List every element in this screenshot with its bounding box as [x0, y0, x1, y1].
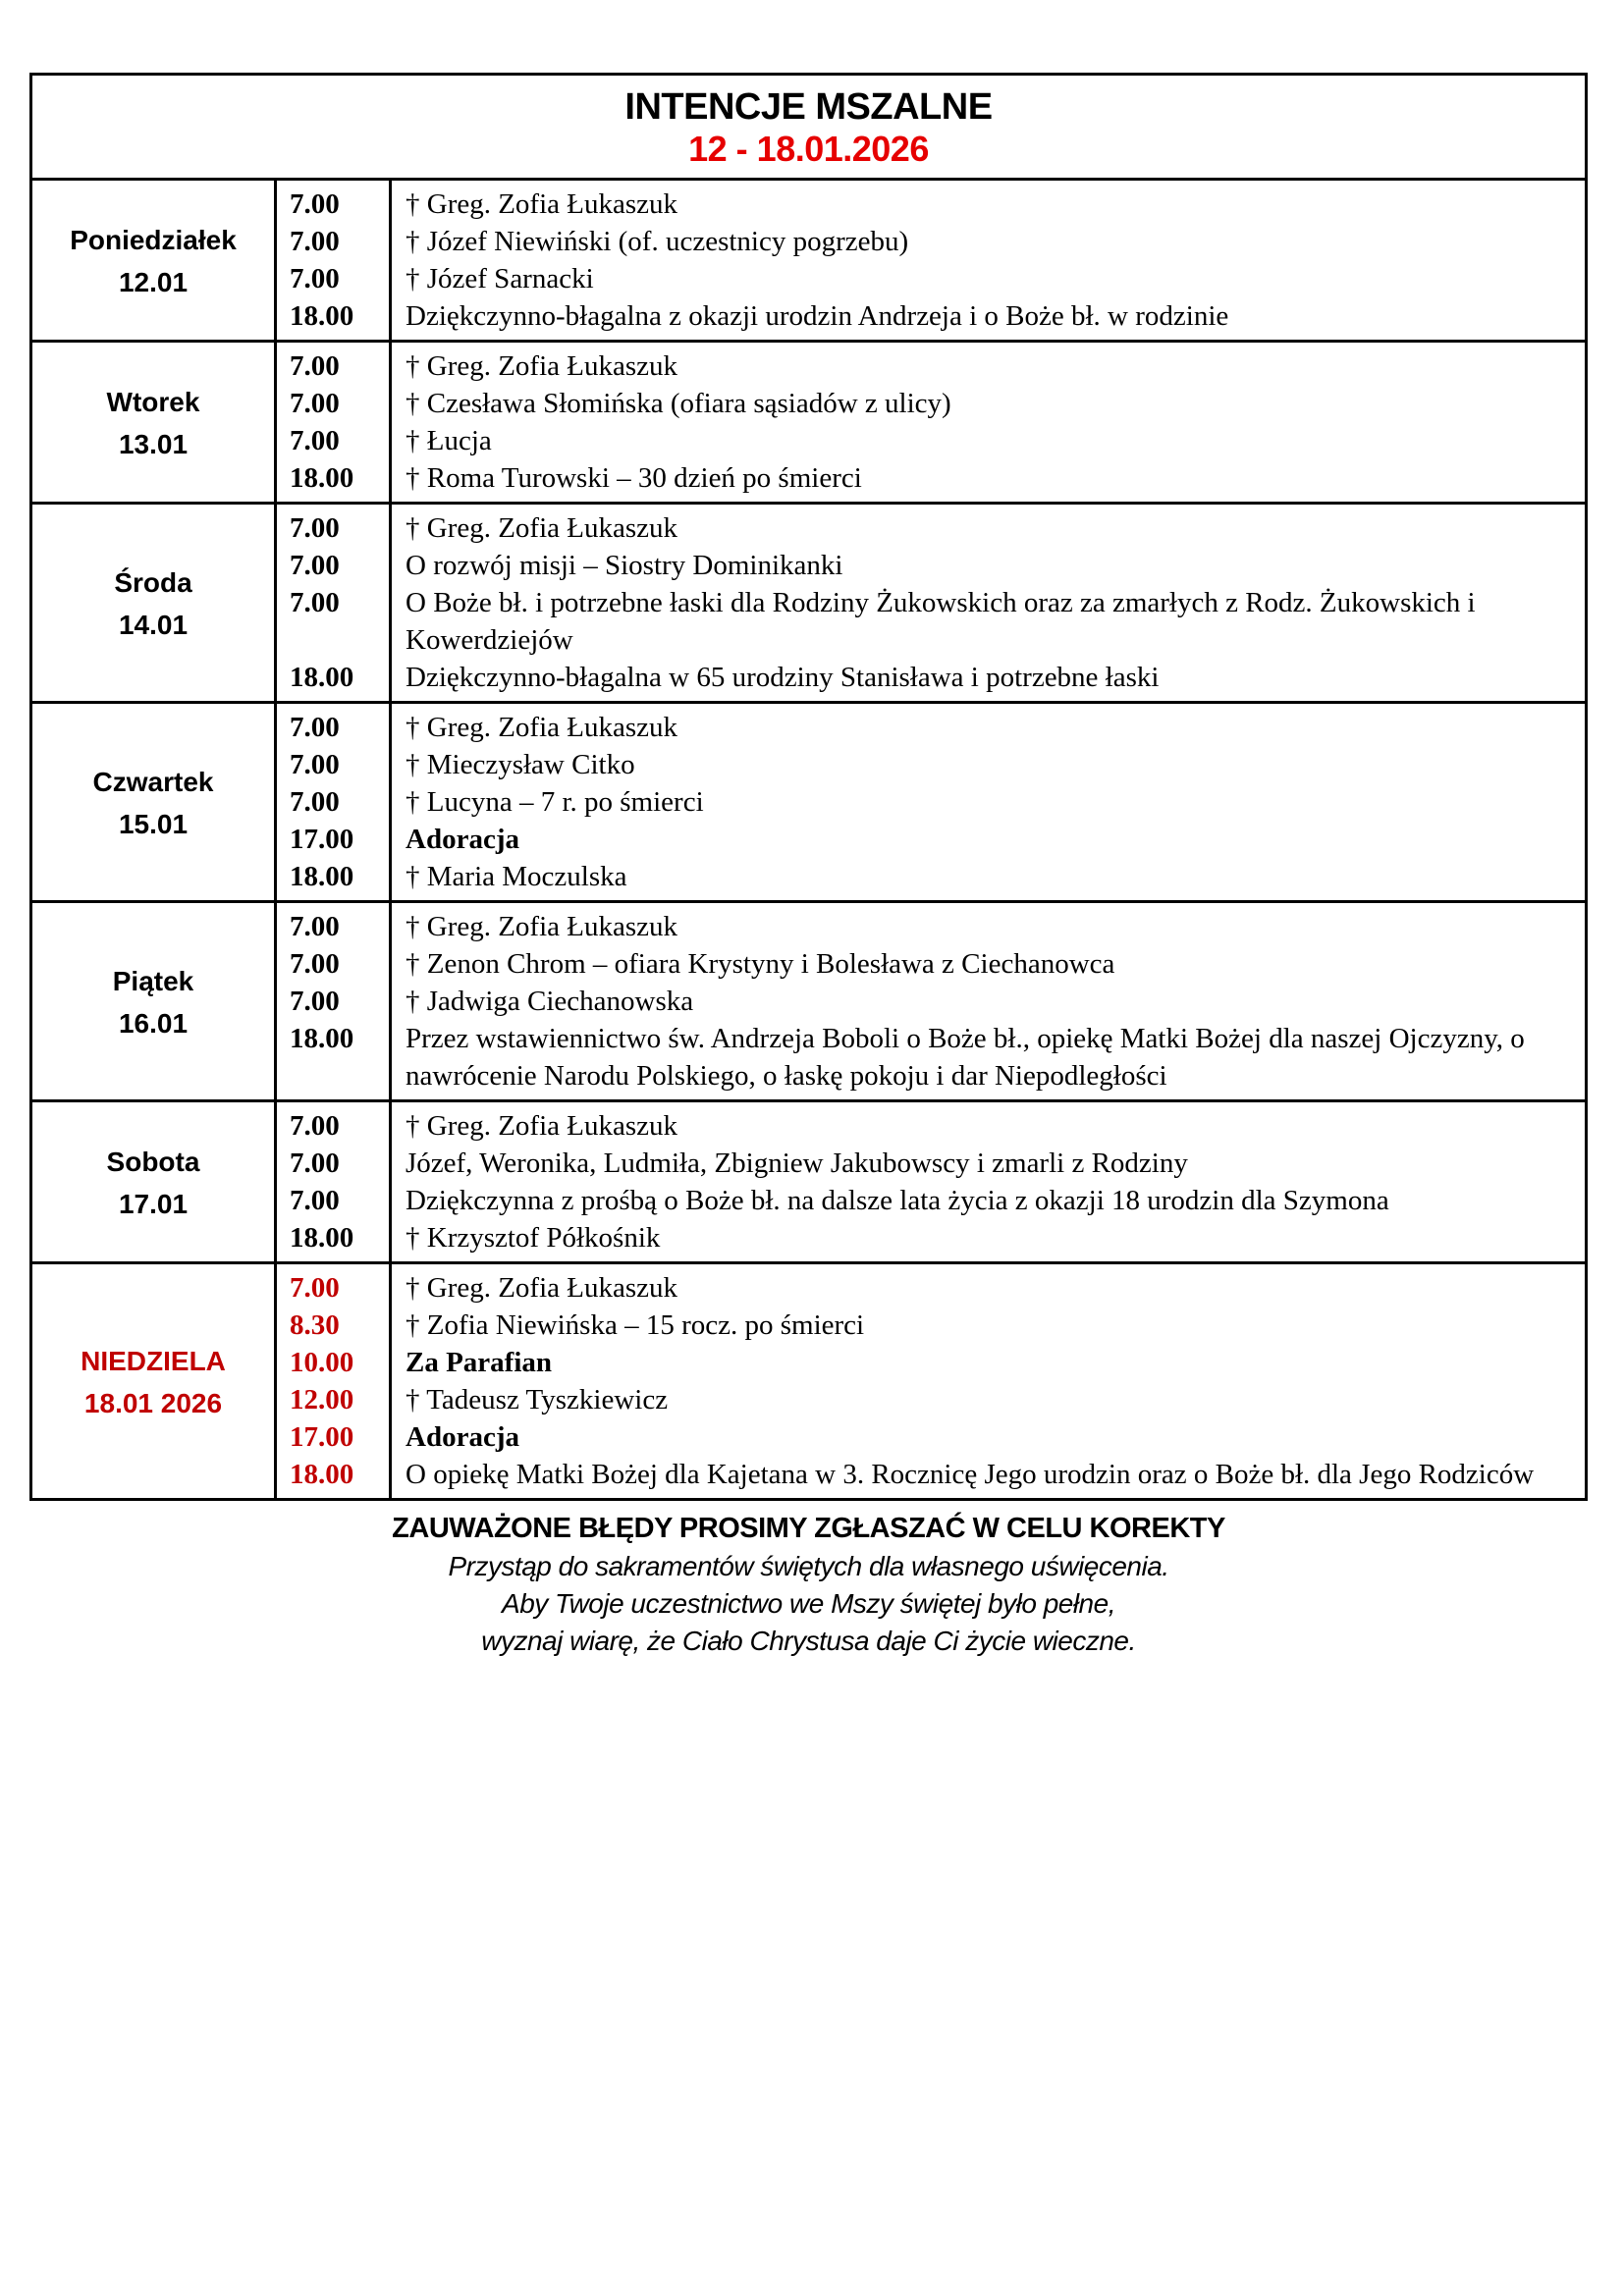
- day-cell-wednesday: [31, 504, 276, 703]
- mass-intention: † Lucyna – 7 r. po śmierci: [406, 786, 704, 818]
- mass-intention: † Greg. Zofia Łukaszuk: [391, 1263, 1587, 1308]
- entry-row: [31, 342, 1587, 386]
- error-correction-notice: ZAUWAŻONE BŁĘDY PROSIMY ZGŁASZAĆ W CELU KOREKTY: [392, 1513, 1225, 1544]
- mass-time: 8.30: [276, 1307, 391, 1344]
- mass-time: 18.00: [276, 459, 391, 504]
- day-name: NIEDZIELA: [81, 1345, 226, 1376]
- day-name: Wtorek: [106, 386, 200, 417]
- mass-time: 7.00: [276, 1101, 391, 1146]
- mass-time: 7.00: [276, 783, 391, 821]
- mass-time: 7.00: [276, 342, 391, 386]
- mass-time: 7.00: [276, 746, 391, 783]
- mass-intention: Dziękczynna z prośbą o Boże bł. na dalsze lata życia z okazji 18 urodzin dla Szymona: [406, 1185, 1389, 1216]
- mass-intention: † Greg. Zofia Łukaszuk: [391, 703, 1587, 747]
- mass-intention: Za Parafian: [406, 1347, 553, 1378]
- mass-intention: † Józef Niewiński (of. uczestnicy pogrzebu): [406, 226, 909, 257]
- footer-quote-line: Przystąp do sakramentów świętych dla własnego uświęcenia.: [448, 1551, 1169, 1581]
- mass-time: 18.00: [276, 659, 391, 703]
- mass-intention: † Tadeusz Tyszkiewicz: [406, 1384, 669, 1415]
- day-date: 13.01: [118, 428, 189, 459]
- mass-time: 7.00: [276, 1145, 391, 1182]
- mass-time: 7.00: [276, 180, 391, 224]
- entry-row: [31, 180, 1587, 224]
- day-cell-saturday: [31, 1101, 276, 1263]
- mass-intention: O opiekę Matki Bożej dla Kajetana w 3. Rocznicę Jego urodzin oraz o Boże bł. dla Jego Rodziców: [406, 1459, 1535, 1490]
- table-header: [31, 75, 1587, 180]
- mass-intention: Przez wstawiennictwo św. Andrzeja Boboli o Boże bł., opiekę Matki Bożej dla naszej Ojczyzny, o nawrócenie Narodu Polskiego, o łaskę pokoju i dar Niepodległości: [406, 1023, 1525, 1092]
- mass-time: 7.00: [276, 1263, 391, 1308]
- mass-intention: O rozwój misji – Siostry Dominikanki: [406, 550, 843, 581]
- mass-intention: † Roma Turowski – 30 dzień po śmierci: [406, 462, 862, 494]
- mass-intention: † Łucja: [406, 425, 492, 456]
- entry-row: [31, 504, 1587, 548]
- entry-row: [31, 1101, 1587, 1146]
- mass-time: 18.00: [276, 1219, 391, 1263]
- mass-time: 7.00: [276, 504, 391, 548]
- mass-intention: † Greg. Zofia Łukaszuk: [391, 902, 1587, 946]
- mass-intention: Adoracja: [406, 1421, 519, 1453]
- day-name: Czwartek: [92, 766, 214, 797]
- mass-intention: † Zofia Niewińska – 15 rocz. po śmierci: [406, 1309, 865, 1341]
- day-name: Środa: [114, 566, 192, 598]
- entry-row: [31, 703, 1587, 747]
- day-date: 18.01 2026: [83, 1387, 223, 1418]
- mass-intention: † Zenon Chrom – ofiara Krystyny i Bolesława z Ciechanowca: [406, 948, 1115, 980]
- mass-intention: † Greg. Zofia Łukaszuk: [391, 1101, 1587, 1146]
- footer: [29, 1509, 1588, 1660]
- day-cell-sunday: [31, 1263, 276, 1500]
- mass-intention: Dziękczynno-błagalna z okazji urodzin Andrzeja i o Boże bł. w rodzinie: [406, 300, 1229, 332]
- mass-time: 7.00: [276, 902, 391, 946]
- mass-intention: Dziękczynno-błagalna w 65 urodziny Stanisława i potrzebne łaski: [406, 662, 1160, 693]
- mass-time: 7.00: [276, 385, 391, 422]
- mass-intention: O Boże bł. i potrzebne łaski dla Rodziny Żukowskich oraz za zmarłych z Rodz. Żukowskich i Kowerdziejów: [406, 587, 1476, 656]
- entry-row: [31, 1263, 1587, 1308]
- footer-quote-line: wyznaj wiarę, że Ciało Chrystusa daje Ci życie wieczne.: [481, 1626, 1136, 1656]
- page-title: INTENCJE MSZALNE: [624, 86, 993, 128]
- footer-quote-line: Aby Twoje uczestnictwo we Mszy świętej było pełne,: [502, 1588, 1115, 1619]
- mass-intention: † Józef Sarnacki: [406, 263, 594, 294]
- mass-intention: † Greg. Zofia Łukaszuk: [391, 504, 1587, 548]
- entry-row: [31, 902, 1587, 946]
- mass-intention: † Krzysztof Półkośnik: [406, 1222, 661, 1254]
- mass-intention: † Greg. Zofia Łukaszuk: [391, 180, 1587, 224]
- mass-intention: Adoracja: [406, 824, 519, 855]
- day-cell-monday: [31, 180, 276, 342]
- mass-intention: † Maria Moczulska: [406, 861, 627, 892]
- mass-time: 10.00: [276, 1344, 391, 1381]
- day-date: 17.01: [118, 1188, 189, 1219]
- mass-time: 7.00: [276, 584, 391, 659]
- mass-time: 7.00: [276, 945, 391, 983]
- mass-intention: † Jadwiga Ciechanowska: [406, 986, 694, 1017]
- mass-intentions-table: [29, 73, 1588, 1501]
- mass-time: 7.00: [276, 1182, 391, 1219]
- mass-time: 17.00: [276, 1418, 391, 1456]
- mass-intention: † Greg. Zofia Łukaszuk: [391, 342, 1587, 386]
- mass-time: 18.00: [276, 858, 391, 902]
- mass-intention: † Mieczysław Citko: [406, 749, 635, 780]
- mass-time: 7.00: [276, 703, 391, 747]
- day-cell-tuesday: [31, 342, 276, 504]
- day-date: 14.01: [118, 609, 189, 640]
- mass-intention: Józef, Weronika, Ludmiła, Zbigniew Jakubowscy i zmarli z Rodziny: [406, 1148, 1188, 1179]
- day-name: Sobota: [106, 1146, 200, 1177]
- mass-time: 18.00: [276, 1020, 391, 1101]
- mass-time: 18.00: [276, 297, 391, 342]
- day-date: 15.01: [118, 808, 189, 839]
- mass-time: 7.00: [276, 223, 391, 260]
- day-cell-thursday: [31, 703, 276, 902]
- day-name: Piątek: [112, 965, 194, 996]
- mass-time: 7.00: [276, 983, 391, 1020]
- day-date: 16.01: [118, 1007, 189, 1039]
- day-cell-friday: [31, 902, 276, 1101]
- mass-time: 12.00: [276, 1381, 391, 1418]
- mass-time: 18.00: [276, 1456, 391, 1500]
- mass-time: 17.00: [276, 821, 391, 858]
- header-row: [31, 75, 1587, 180]
- day-date: 12.01: [118, 266, 189, 297]
- date-range: 12 - 18.01.2026: [688, 129, 929, 169]
- mass-time: 7.00: [276, 547, 391, 584]
- mass-intention: † Czesława Słomińska (ofiara sąsiadów z ulicy): [406, 388, 951, 419]
- day-name: Poniedziałek: [70, 224, 237, 255]
- mass-time: 7.00: [276, 422, 391, 459]
- mass-time: 7.00: [276, 260, 391, 297]
